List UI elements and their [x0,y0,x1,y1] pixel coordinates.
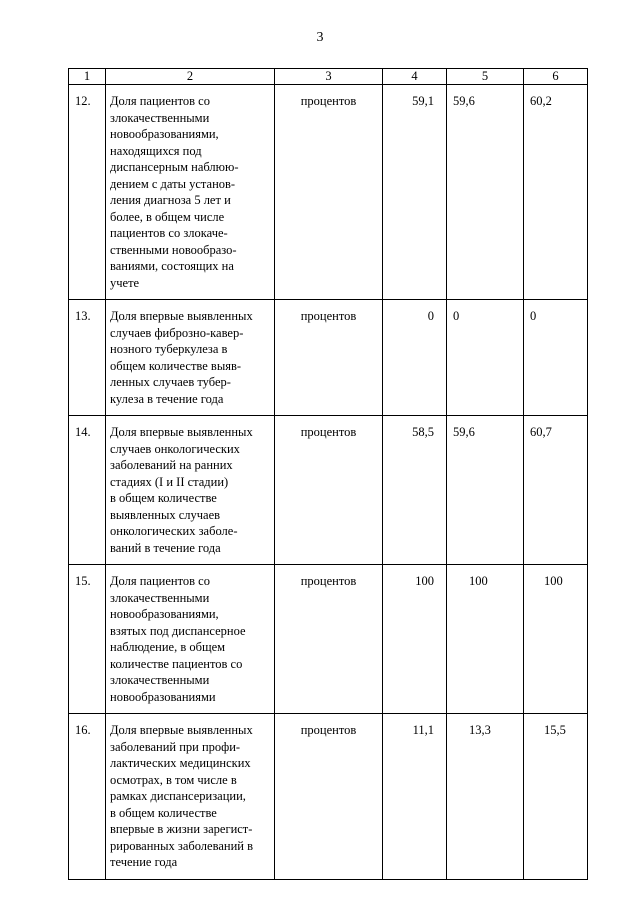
name-line: случаев онкологических [110,441,240,456]
unit-cell: процентов [275,565,383,714]
table-row [69,416,588,565]
name-line: стадиях (I и II стадии) [110,474,229,489]
name-line: учете [110,275,140,290]
value-col4: 100 [383,565,447,714]
name-line: кулеза в течение года [110,391,224,406]
name-line: нозного туберкулеза в [110,342,228,356]
name-line: диспансерным наблюю- [110,160,239,174]
value-col4: 11,1 [383,714,447,880]
name-line: злокачественными [110,673,210,687]
name-line: ления диагноза 5 лет и [110,193,231,207]
name-line: в общем количестве [110,805,217,820]
row-number: 13. [69,300,106,416]
name-line: дением с даты установ- [110,176,236,191]
row-number: 16. [69,714,106,880]
table-row [69,565,588,714]
column-header: 5 [447,69,524,85]
name-line: злокачественными [110,590,210,605]
indicator-name [106,85,275,300]
name-line: ваний в течение года [110,540,221,555]
name-line: Доля впервые выявленных [110,723,253,737]
unit-cell: процентов [275,85,383,300]
indicator-name [106,300,275,416]
name-line: количестве пациентов со [110,656,243,671]
name-line: онкологических заболе- [110,524,238,538]
value-col6: 15,5 [524,714,588,880]
name-line: новообразованиями [110,689,216,704]
value-col4: 59,1 [383,85,447,300]
value-col6: 60,7 [524,416,588,565]
value-col5: 59,6 [447,85,524,300]
column-header: 2 [106,69,275,85]
indicator-name [106,416,275,565]
name-line: пациентов со злокаче- [110,226,228,240]
unit-cell: процентов [275,714,383,880]
name-line: рамках диспансеризации, [110,789,246,803]
name-line: течение года [110,855,178,869]
name-line: заболеваний на ранних [110,458,233,472]
name-line: более, в общем числе [110,209,225,224]
value-col5: 59,6 [447,416,524,565]
name-line: взятых под диспансерное [110,623,246,638]
column-header: 1 [69,69,106,85]
value-col5: 0 [447,300,524,416]
name-line: ваниями, состоящих на [110,259,234,273]
row-number: 15. [69,565,106,714]
unit-cell: процентов [275,300,383,416]
name-line: Доля впервые выявленных [110,309,253,323]
page-number: 3 [316,30,324,45]
row-number: 14. [69,416,106,565]
name-line: новообразованиями, [110,607,219,621]
name-line: новообразованиями, [110,127,219,141]
name-line: находящихся под [110,143,202,158]
name-line: общем количестве выяв- [110,358,242,373]
value-col5: 13,3 [447,714,524,880]
name-line: заболеваний при профи- [110,739,241,754]
name-line: ственными новообразо- [110,242,237,257]
indicator-name [106,565,275,714]
column-header: 4 [383,69,447,85]
name-line: осмотрах, в том числе в [110,772,237,787]
value-col6: 60,2 [524,85,588,300]
unit-cell: процентов [275,416,383,565]
name-line: случаев фиброзно-кавер- [110,325,244,340]
indicator-name [106,714,275,880]
table-row [69,300,588,416]
table-header-row [69,69,588,85]
name-line: Доля пациентов со [110,574,210,588]
name-line: в общем количестве [110,491,217,505]
row-number: 12. [69,85,106,300]
table-row [69,714,588,880]
value-col4: 58,5 [383,416,447,565]
name-line: выявленных случаев [110,507,221,522]
name-line: Доля впервые выявленных [110,425,253,439]
name-line: Доля пациентов со [110,94,210,108]
value-col5: 100 [447,565,524,714]
name-line: лактических медицинских [110,756,251,770]
name-line: злокачественными [110,110,210,125]
value-col4: 0 [383,300,447,416]
indicators-table [68,68,588,880]
column-header: 6 [524,69,588,85]
name-line: ленных случаев тубер- [110,375,231,389]
value-col6: 0 [524,300,588,416]
name-line: рированных заболеваний в [110,838,253,853]
table-row [69,85,588,300]
value-col6: 100 [524,565,588,714]
name-line: впервые в жизни зарегист- [110,822,253,836]
column-header: 3 [275,69,383,85]
name-line: наблюдение, в общем [110,640,226,654]
